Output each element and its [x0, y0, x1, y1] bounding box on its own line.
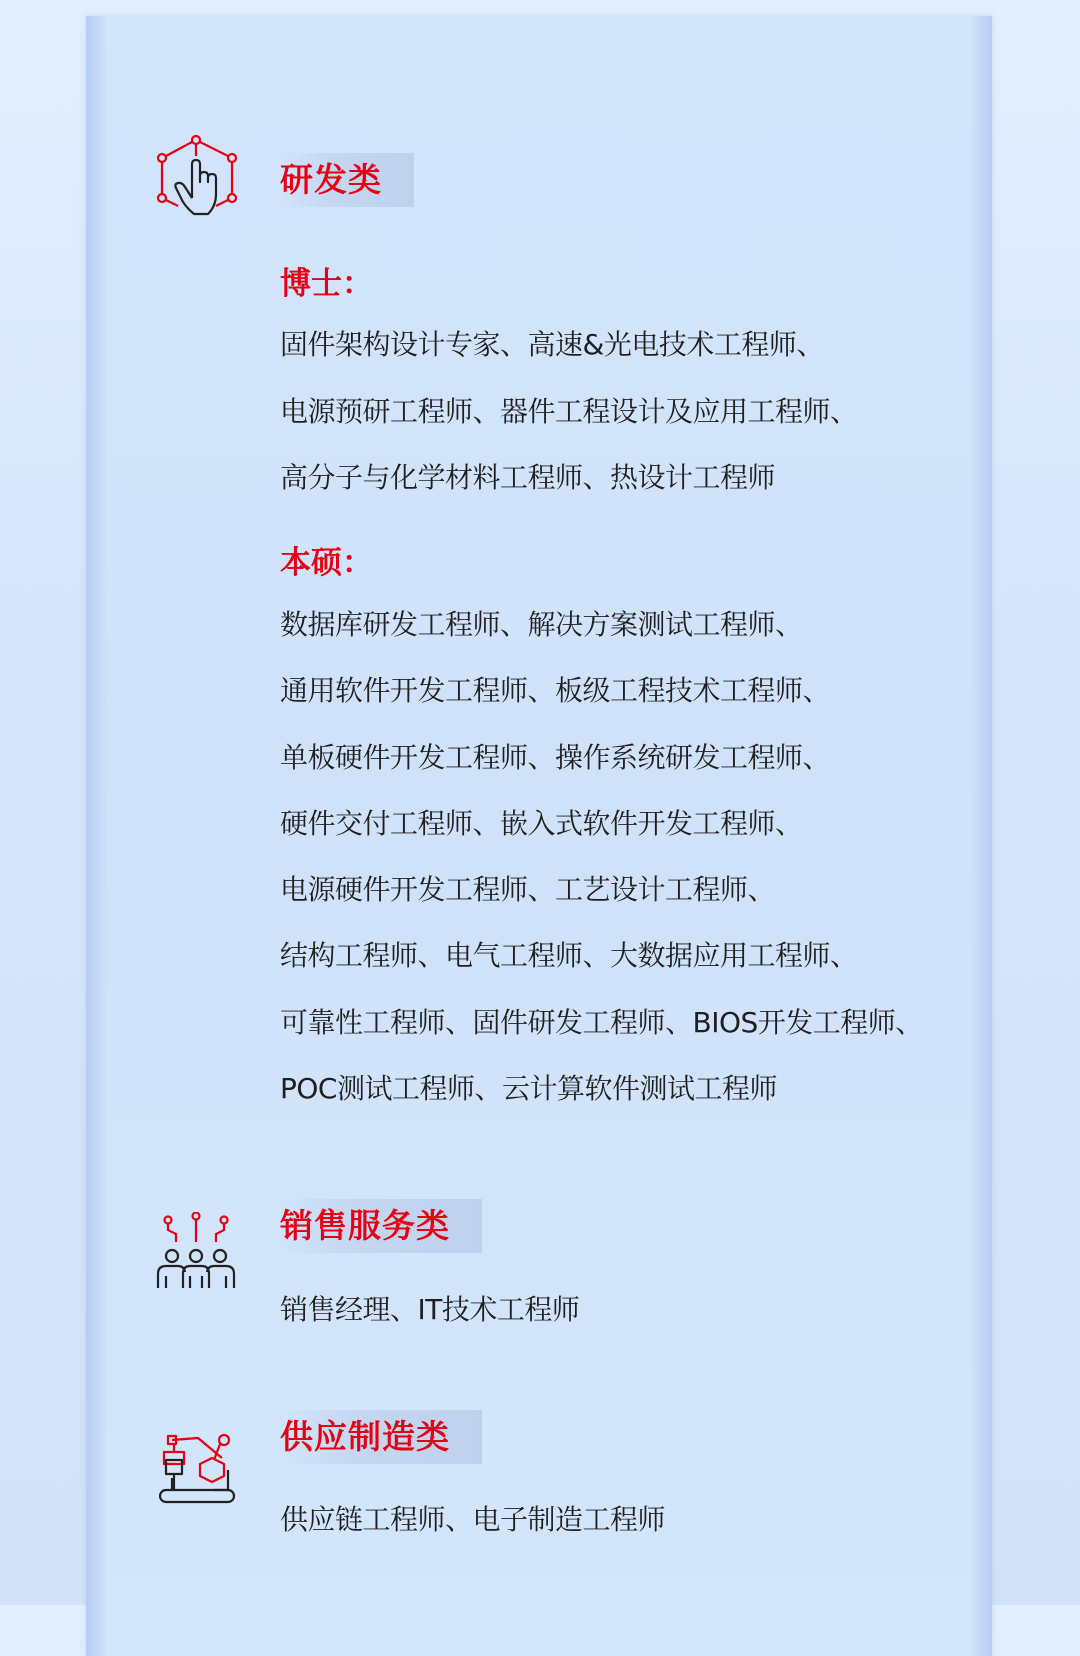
hand-touch-network-icon: [154, 134, 240, 220]
bachelor-master-line: 数据库研发工程师、解决方案测试工程师、: [280, 608, 803, 641]
sales-line: 销售经理、IT技术工程师: [280, 1293, 580, 1326]
bachelor-master-line: 结构工程师、电气工程师、大数据应用工程师、: [280, 939, 858, 972]
bachelor-master-label: 本硕：: [280, 545, 373, 581]
category-title-sales: 销售服务类: [280, 1199, 482, 1253]
robot-arm-conveyor-icon: [154, 1430, 240, 1510]
category-title-rd: 研发类: [280, 153, 414, 207]
bachelor-master-line: 通用软件开发工程师、板级工程技术工程师、: [280, 674, 831, 707]
phd-label: 博士：: [280, 266, 373, 302]
phd-line: 电源预研工程师、器件工程设计及应用工程师、: [280, 395, 858, 428]
bachelor-master-line: 电源硬件开发工程师、工艺设计工程师、: [280, 873, 776, 906]
team-people-network-icon: [154, 1212, 240, 1296]
phd-line: 高分子与化学材料工程师、热设计工程师: [280, 461, 776, 494]
phd-line: 固件架构设计专家、高速&光电技术工程师、: [280, 328, 824, 361]
category-title-supply: 供应制造类: [280, 1410, 482, 1464]
bachelor-master-line: 单板硬件开发工程师、操作系统研发工程师、: [280, 741, 831, 774]
bachelor-master-line: 硬件交付工程师、嵌入式软件开发工程师、: [280, 807, 803, 840]
supply-line: 供应链工程师、电子制造工程师: [280, 1503, 666, 1536]
bachelor-master-line: 可靠性工程师、固件研发工程师、BIOS开发工程师、: [280, 1006, 923, 1039]
bachelor-master-line: POC测试工程师、云计算软件测试工程师: [280, 1072, 777, 1105]
